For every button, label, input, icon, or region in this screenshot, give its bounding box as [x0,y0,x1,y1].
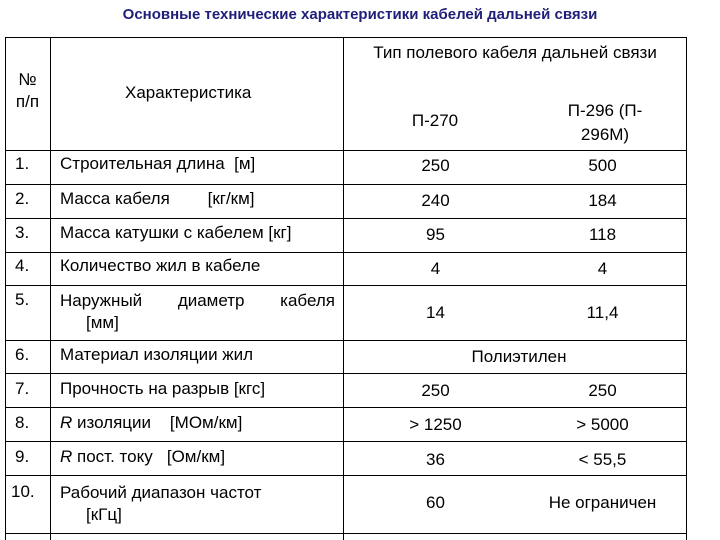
row-label-unit: [мм] [86,313,119,332]
row-label-word: кабеля [280,291,335,310]
row-label-unit: [кГц] [86,505,122,524]
row-rule [5,475,687,476]
row-rule [5,285,687,286]
row-value-p270: 240 [421,191,450,210]
row-rule [5,252,687,253]
row-label [60,290,340,334]
header-col-p296: П-296 (П- 296М) [567,101,643,144]
row-label: Материал изоляции жил [60,345,254,364]
row-label-word: Наружный [60,291,143,310]
row-number: 1. [15,154,30,173]
col-rule-char [343,37,344,540]
table-title: Основные технические характеристики кабелей дальней связи [122,6,598,23]
row-label-symbol: R [60,447,73,466]
row-rule [5,184,687,185]
header-num: № п/п [15,70,40,111]
row-label [60,413,340,433]
header-characteristic: Характеристика [125,83,252,102]
row-value-p296: < 55,5 [578,450,627,469]
row-number: 2. [15,189,30,208]
row-rule [5,441,687,442]
row-value-p296: 4 [597,259,608,278]
col-rule-num [50,37,51,540]
row-label [60,447,340,467]
spec-table [5,37,687,540]
row-value-p270: 250 [421,156,450,175]
row-value-p270: 60 [426,493,445,512]
row-value-merged: Полиэтилен [471,347,567,366]
row-number: 6. [15,345,30,364]
row-number: 8. [15,413,30,432]
row-label: Масса катушки с кабелем [кг] [60,223,292,242]
row-label [60,482,340,526]
row-label: Количество жил в кабеле [60,256,261,275]
row-value-p296: 11,4 [586,303,619,322]
row-value-p270: 250 [421,381,450,400]
row-label: Строительная длина [м] [60,154,256,173]
row-value-p296: Не ограничен [548,493,657,512]
header-col-p270: П-270 [411,111,459,130]
row-value-p270: 14 [426,303,445,322]
row-value-p270: 95 [426,225,445,244]
row-label: Масса кабеля [кг/км] [60,189,255,208]
row-label-text: Рабочий диапазон частот [60,483,262,502]
row-value-p296: > 5000 [576,415,629,434]
row-value-p296: 500 [588,156,617,175]
row-number: 7. [15,379,30,398]
row-label-text: пост. току [Ом/км] [72,447,226,466]
row-value-p296: 250 [588,381,617,400]
row-rule [5,533,687,534]
header-cable-type-group: Тип полевого кабеля дальней связи [373,43,657,62]
row-label: Прочность на разрыв [кгс] [60,379,266,398]
row-rule [5,373,687,374]
row-value-p270: 36 [426,450,445,469]
table-border-right [686,37,687,540]
table-border-top [5,37,687,38]
header-bottom-rule [5,150,687,151]
row-number: 10. [11,482,35,501]
row-number: 3. [15,223,30,242]
row-number: 9. [15,447,30,466]
row-rule [5,218,687,219]
row-number: 4. [15,256,30,275]
row-rule [5,407,687,408]
row-label-symbol: R [60,413,73,432]
row-value-p296: 184 [588,191,617,210]
row-value-p270: 4 [430,259,441,278]
row-label-text: изоляции [МОм/км] [72,413,243,432]
row-value-p270: > 1250 [409,415,462,434]
row-rule [5,340,687,341]
row-number: 5. [15,290,30,309]
row-value-p296: 118 [588,225,617,244]
row-label-word: диаметр [177,291,245,310]
